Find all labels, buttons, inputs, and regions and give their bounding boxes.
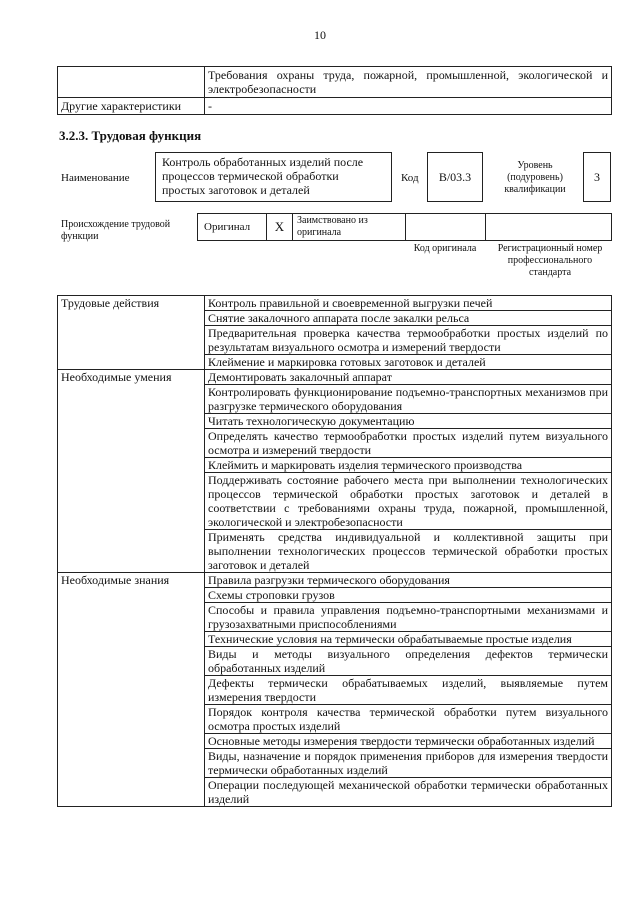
table-row bbox=[58, 98, 612, 115]
knowledge-item: Порядок контроля качества термической обработки путем визуального осмотра простых изделий bbox=[205, 705, 612, 734]
other-characteristics-table bbox=[57, 66, 612, 115]
original-code-box bbox=[405, 213, 486, 241]
labor-actions-label: Трудовые действия bbox=[58, 296, 205, 370]
skill-item: Читать технологическую документацию bbox=[205, 414, 612, 429]
labor-action-item: Контроль правильной и своевременной выгрузки печей bbox=[205, 296, 612, 311]
skills-label: Необходимые умения bbox=[58, 370, 205, 573]
empty-cell bbox=[58, 67, 205, 98]
code-label: Код bbox=[401, 172, 419, 184]
section-title: 3.2.3. Трудовая функция bbox=[59, 128, 202, 143]
registration-caption: Регистрационный номер профессионального стандарта bbox=[497, 243, 603, 278]
table-row bbox=[58, 67, 612, 98]
original-box bbox=[197, 213, 267, 241]
labor-action-item: Предварительная проверка качества термообработки простых изделий по результатам визуального осмотра и измерений твердости bbox=[205, 326, 612, 355]
code-value: B/03.3 bbox=[438, 169, 472, 184]
function-name-box bbox=[155, 152, 392, 202]
knowledge-item: Основные методы измерения твердости термически обработанных изделий bbox=[205, 734, 612, 749]
level-label: Уровень (подуровень) квалификации bbox=[504, 160, 566, 195]
other-characteristics-value: - bbox=[205, 98, 612, 115]
borrowed-label: Заимствовано из оригинала bbox=[297, 215, 368, 238]
page-number: 10 bbox=[314, 28, 326, 42]
labor-function-table bbox=[57, 295, 612, 807]
knowledge-item: Технические условия на термически обрабатываемые простые изделия bbox=[205, 632, 612, 647]
original-label: Оригинал bbox=[204, 221, 251, 233]
level-value-box bbox=[583, 152, 611, 202]
table-row bbox=[58, 370, 612, 385]
knowledge-label: Необходимые знания bbox=[58, 573, 205, 807]
table-row bbox=[58, 296, 612, 311]
code-caption: Код оригинала bbox=[413, 243, 477, 254]
knowledge-item: Дефекты термически обрабатываемых изделий, выявляемые путем измерения твердости bbox=[205, 676, 612, 705]
safety-requirements-text: Требования охраны труда, пожарной, промышленной, экологической и электробезопасности bbox=[205, 67, 612, 98]
skill-item: Демонтировать закалочный аппарат bbox=[205, 370, 612, 385]
code-value-box bbox=[427, 152, 483, 202]
borrowed-box bbox=[292, 213, 406, 241]
origin-label: Происхождение трудовой функции bbox=[61, 219, 171, 242]
labor-action-item: Снятие закалочного аппарата после закалки рельса bbox=[205, 311, 612, 326]
skill-item: Применять средства индивидуальной и коллективной защиты при выполнении технологических процессов термической обработки простых заготовок и деталей bbox=[205, 530, 612, 573]
knowledge-item: Виды, назначение и порядок применения приборов для измерения твердости термически обработанных изделий bbox=[205, 749, 612, 778]
registration-number-box bbox=[485, 213, 612, 241]
name-label: Наименование bbox=[61, 172, 130, 184]
other-characteristics-label: Другие характеристики bbox=[58, 98, 205, 115]
original-mark-box bbox=[266, 213, 293, 241]
skill-item: Контролировать функционирование подъемно-транспортных механизмов при разгрузке термического оборудования bbox=[205, 385, 612, 414]
knowledge-item: Виды и методы визуального определения дефектов термически обработанных изделий bbox=[205, 647, 612, 676]
labor-action-item: Клеймение и маркировка готовых заготовок и деталей bbox=[205, 355, 612, 370]
knowledge-item: Правила разгрузки термического оборудования bbox=[205, 573, 612, 588]
table-row bbox=[58, 573, 612, 588]
level-value: 3 bbox=[594, 169, 600, 184]
knowledge-item: Способы и правила управления подъемно-транспортными механизмами и грузозахватными приспособлениями bbox=[205, 603, 612, 632]
knowledge-item: Схемы строповки грузов bbox=[205, 588, 612, 603]
skill-item: Клеймить и маркировать изделия термического производства bbox=[205, 458, 612, 473]
skill-item: Поддерживать состояние рабочего места при выполнении технологических процессов термической обработки простых заготовок и деталей в соответствии с требованиями охраны труда, пожарной, промышленной, экологической и электробезопасности bbox=[205, 473, 612, 530]
original-mark: X bbox=[274, 219, 285, 234]
function-name-value: Контроль обработанных изделий после процессов термической обработки простых заготовок и деталей bbox=[162, 155, 364, 197]
skill-item: Определять качество термообработки простых изделий путем визуального осмотра и измерений твердости bbox=[205, 429, 612, 458]
knowledge-item: Операции последующей механической обработки термически обработанных изделий bbox=[205, 778, 612, 807]
